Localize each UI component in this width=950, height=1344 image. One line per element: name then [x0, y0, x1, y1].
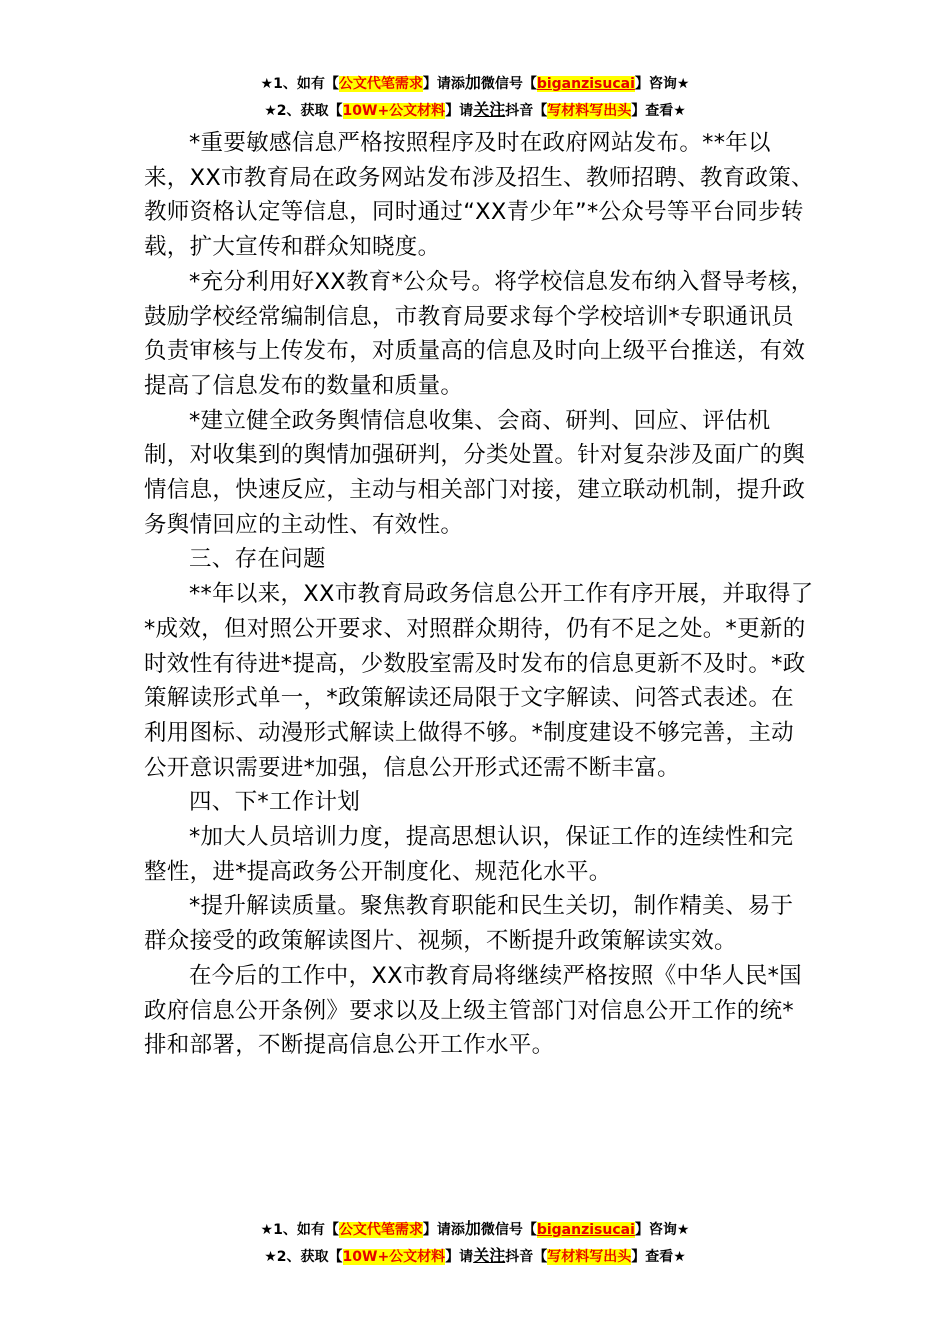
banner-text: 】请 [445, 103, 474, 119]
banner-text: 微信号【 [480, 1222, 537, 1238]
header-banner-line-1 [0, 70, 950, 97]
banner-emphasis: 关注 [473, 1246, 506, 1265]
banner-text: 抖音【 [505, 103, 548, 119]
body-paragraph: *建立健全政务舆情信息收集、会商、研判、回应、评估机制，对收集到的舆情加强研判，分类处置。针对复杂涉及面广的舆情信息，快速反应，主动与相关部门对接，建立联动机制，提升政务舆情回应的主动性、有效性。 [144, 407, 806, 538]
banner-emphasis: 加 [464, 1219, 481, 1238]
ghostwriting-service-highlight: 公文代笔需求 [338, 1222, 423, 1238]
body-paragraph: *重要敏感信息严格按照程序及时在政府网站发布。**年以来，XX市教育局在政务网站发布涉及招生、教师招聘、教育政策、教师资格认定等信息，同时通过“XX青少年”*公众号等平台同步转载，扩大宣传和群众知晓度。 [144, 130, 814, 261]
wechat-id-link[interactable]: biganzisucai [536, 76, 635, 92]
banner-text: ★1、如有【 [260, 76, 339, 92]
banner-text: 】请添 [422, 76, 465, 92]
banner-text: ★1、如有【 [260, 1222, 339, 1238]
banner-emphasis: 关注 [473, 100, 506, 119]
footer-banner [0, 1216, 950, 1270]
banner-text: 】查看★ [631, 1249, 686, 1265]
douyin-account-highlight: 写材料写出头 [547, 1249, 632, 1265]
ghostwriting-service-highlight: 公文代笔需求 [338, 76, 423, 92]
banner-text: 】请 [445, 1249, 474, 1265]
section-heading: 四、下*工作计划 [189, 789, 361, 816]
footer-banner-line-2 [0, 1243, 950, 1270]
body-paragraph: **年以来，XX市教育局政务信息公开工作有序开展，并取得了*成效，但对照公开要求、对照群众期待，仍有不足之处。*更新的时效性有待进*提高，少数股室需及时发布的信息更新不及时。*政策解读形式单一，*政策解读还局限于文字解读、问答式表述。在利用图标、动漫形式解读上做得不够。*制度建设不够完善，主动公开意识需要进*加强，信息公开形式还需不断丰富。 [144, 581, 814, 781]
banner-text: 】咨询★ [634, 76, 690, 92]
banner-text: 抖音【 [505, 1249, 548, 1265]
body-paragraph: 在今后的工作中，XX市教育局将继续严格按照《中华人民*国政府信息公开条例》要求以及上级主管部门对信息公开工作的统*排和部署，不断提高信息公开工作水平。 [144, 962, 802, 1059]
document-body [144, 126, 814, 1063]
header-banner [0, 70, 950, 124]
materials-highlight: 10W+公文材料 [342, 1249, 446, 1265]
footer-banner-line-1 [0, 1216, 950, 1243]
banner-text: ★2、获取【 [264, 1249, 343, 1265]
banner-text: 】查看★ [631, 103, 686, 119]
banner-text: 微信号【 [480, 76, 537, 92]
section-heading: 三、存在问题 [189, 546, 326, 573]
body-paragraph: *加大人员培训力度，提高思想认识，保证工作的连续性和完整性，进*提高政务公开制度化、规范化水平。 [144, 824, 794, 885]
wechat-id-link[interactable]: biganzisucai [536, 1222, 635, 1238]
body-paragraph: *提升解读质量。聚焦教育职能和民生关切，制作精美、易于群众接受的政策解读图片、视频，不断提升政策解读实效。 [144, 893, 794, 955]
body-paragraph: *充分利用好XX教育*公众号。将学校信息发布纳入督导考核，鼓励学校经常编制信息，市教育局要求每个学校培训*专职通讯员负责审核与上传发布，对质量高的信息及时向上级平台推送，有效提高了信息发布的数量和质量。 [144, 268, 814, 399]
banner-emphasis: 加 [464, 73, 481, 92]
banner-text: ★2、获取【 [264, 103, 343, 119]
banner-text: 】请添 [422, 1222, 465, 1238]
banner-text: 】咨询★ [634, 1222, 690, 1238]
douyin-account-highlight: 写材料写出头 [547, 103, 632, 119]
header-banner-line-2 [0, 97, 950, 124]
materials-highlight: 10W+公文材料 [342, 103, 446, 119]
